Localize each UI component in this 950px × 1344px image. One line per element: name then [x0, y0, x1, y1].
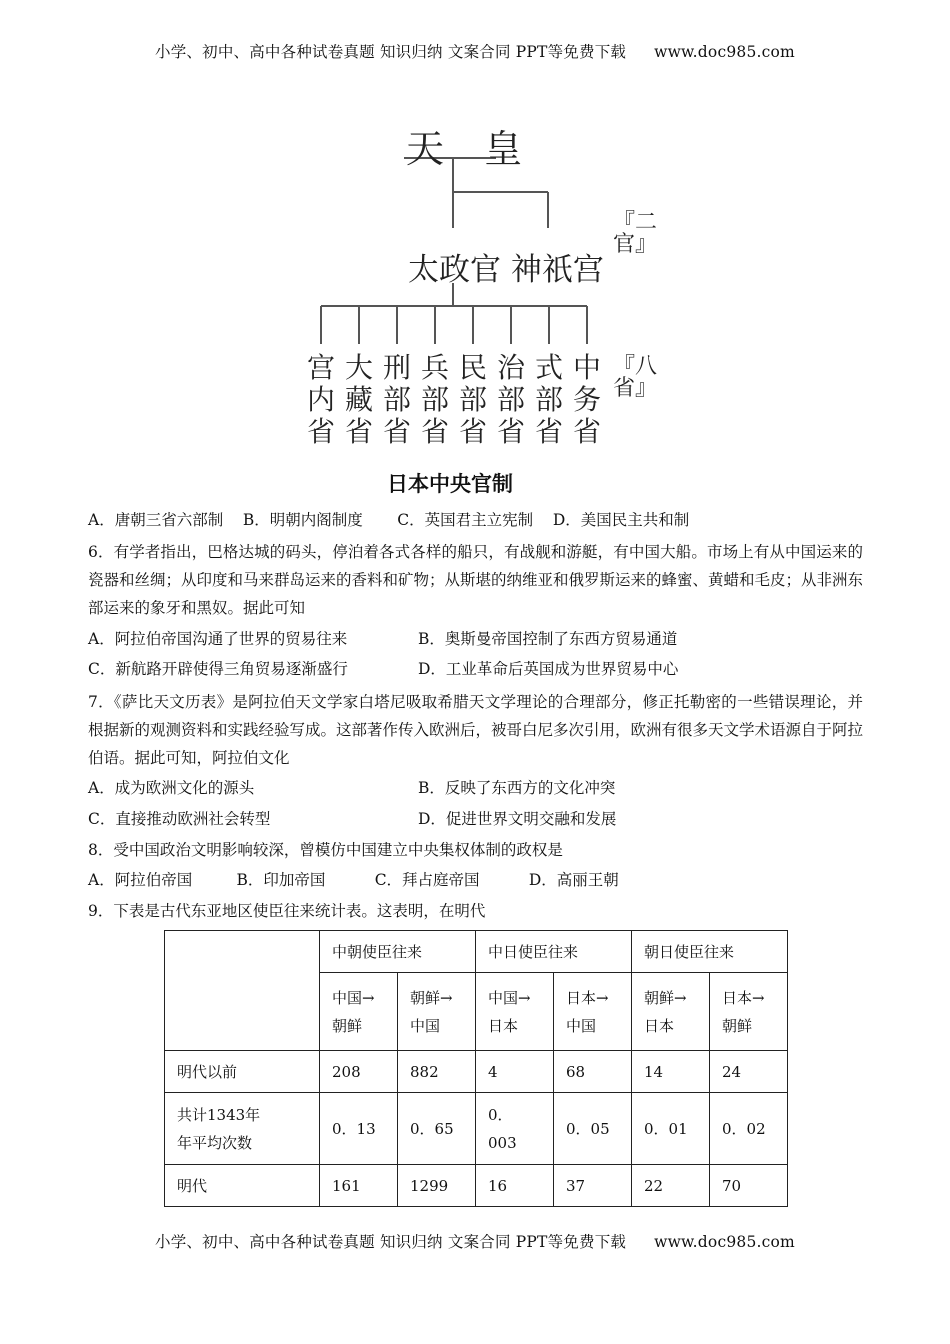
table-direction-header: 中国→ 日本	[476, 973, 554, 1051]
ministry-label: 大藏省	[345, 351, 374, 448]
table-row-label: 明代	[165, 1165, 320, 1207]
eight-ministries-tag: 『八省』	[613, 354, 658, 401]
table-cell: 0．65	[398, 1093, 476, 1165]
table-cell: 24	[710, 1051, 788, 1093]
table-direction-header: 朝鲜→ 日本	[632, 973, 710, 1051]
two-offices-tag: 『二官』	[613, 210, 658, 257]
org-chart	[290, 108, 660, 458]
ministry-label: 中务省	[573, 351, 602, 448]
table-corner-cell	[165, 931, 320, 1051]
ministry-label: 宫内省	[307, 351, 336, 448]
table-cell: 0．003	[476, 1093, 554, 1165]
q8-options: A．阿拉伯帝国 B．印加帝国 C．拜占庭帝国 D．高丽王朝	[88, 871, 619, 889]
table-row-label: 共计1343年 年平均次数	[165, 1093, 320, 1165]
q6-option-c: C．新航路开辟使得三角贸易逐渐盛行	[88, 660, 348, 678]
table-cell: 0．01	[632, 1093, 710, 1165]
table-row	[165, 1165, 788, 1207]
q8-stem: 8．受中国政治文明影响较深，曾模仿中国建立中央集权体制的政权是	[88, 841, 563, 859]
table-cell: 14	[632, 1051, 710, 1093]
table-cell: 0．02	[710, 1093, 788, 1165]
q6-option-b: B．奥斯曼帝国控制了东西方贸易通道	[418, 630, 678, 648]
q6-stem: 6．有学者指出，巴格达城的码头，停泊着各式各样的船只，有战舰和游艇，有中国大船。市场上有从中国运来的瓷器和丝绸；从印度和马来群岛运来的香料和矿物；从斯堪的纳维亚和俄罗斯运来的蜂蜜、黄蜡和毛皮；从非洲东部运来的象牙和黑奴。据此可知	[88, 543, 864, 617]
ministry-label: 式部省	[535, 351, 564, 448]
table-group-header: 中日使臣往来	[476, 931, 632, 973]
q6-option-a: A．阿拉伯帝国沟通了世界的贸易往来	[88, 630, 348, 648]
page-footer	[0, 1230, 950, 1252]
footer-url[interactable]: www.doc985.com	[654, 1233, 795, 1251]
diagram-title: 日本中央官制	[387, 472, 513, 496]
q7-option-c: C．直接推动欧洲社会转型	[88, 810, 271, 828]
q9-stem: 9．下表是古代东亚地区使臣往来统计表。这表明，在明代	[88, 902, 486, 920]
table-group-header: 朝日使臣往来	[632, 931, 788, 973]
ministry-label: 兵部省	[421, 351, 450, 448]
table-row	[165, 1093, 788, 1165]
q6-option-d: D．工业革命后英国成为世界贸易中心	[418, 660, 679, 678]
q7-option-b: B．反映了东西方的文化冲突	[418, 779, 616, 797]
table-cell: 0．05	[554, 1093, 632, 1165]
table-row-label: 明代以前	[165, 1051, 320, 1093]
table-direction-header: 日本→ 朝鲜	[710, 973, 788, 1051]
table-cell: 4	[476, 1051, 554, 1093]
table-cell: 22	[632, 1165, 710, 1207]
footer-text: 小学、初中、高中各种试卷真题 知识归纳 文案合同 PPT等免费下载	[155, 1233, 627, 1251]
emperor-label: 天 皇	[406, 127, 537, 171]
table-direction-header: 日本→ 中国	[554, 973, 632, 1051]
q7-option-a: A．成为欧洲文化的源头	[88, 779, 255, 797]
header-url[interactable]: www.doc985.com	[654, 43, 795, 61]
ministry-label: 民部省	[459, 351, 488, 448]
table-group-header: 中朝使臣往来	[320, 931, 476, 973]
table-cell: 882	[398, 1051, 476, 1093]
table-row	[165, 931, 788, 973]
table-row	[165, 1051, 788, 1093]
ministry-label: 刑部省	[383, 351, 412, 448]
ministry-label: 治部省	[497, 351, 526, 448]
council-label: 太政官 神祇宫	[408, 252, 604, 288]
table-cell: 0．13	[320, 1093, 398, 1165]
q5-options: A．唐朝三省六部制 B．明朝内阁制度 C．英国君主立宪制 D．美国民主共和制	[88, 511, 690, 529]
table-cell: 68	[554, 1051, 632, 1093]
table-cell: 1299	[398, 1165, 476, 1207]
table-direction-header: 朝鲜→ 中国	[398, 973, 476, 1051]
table-cell: 208	[320, 1051, 398, 1093]
table-cell: 37	[554, 1165, 632, 1207]
q7-option-d: D．促进世界文明交融和发展	[418, 810, 617, 828]
table-cell: 70	[710, 1165, 788, 1207]
table-cell: 16	[476, 1165, 554, 1207]
table-cell: 161	[320, 1165, 398, 1207]
page-header	[0, 40, 950, 62]
envoy-stats-table	[164, 930, 788, 1207]
header-text: 小学、初中、高中各种试卷真题 知识归纳 文案合同 PPT等免费下载	[155, 43, 627, 61]
q7-stem: 7．《萨比天文历表》是阿拉伯天文学家白塔尼吸取希腊天文学理论的合理部分，修正托勒密的一些错误理论，并根据新的观测资料和实践经验写成。这部著作传入欧洲后，被哥白尼多次引用，欧洲有很多天文学术语源自于阿拉伯语。据此可知，阿拉伯文化	[88, 693, 864, 767]
table-direction-header: 中国→ 朝鲜	[320, 973, 398, 1051]
